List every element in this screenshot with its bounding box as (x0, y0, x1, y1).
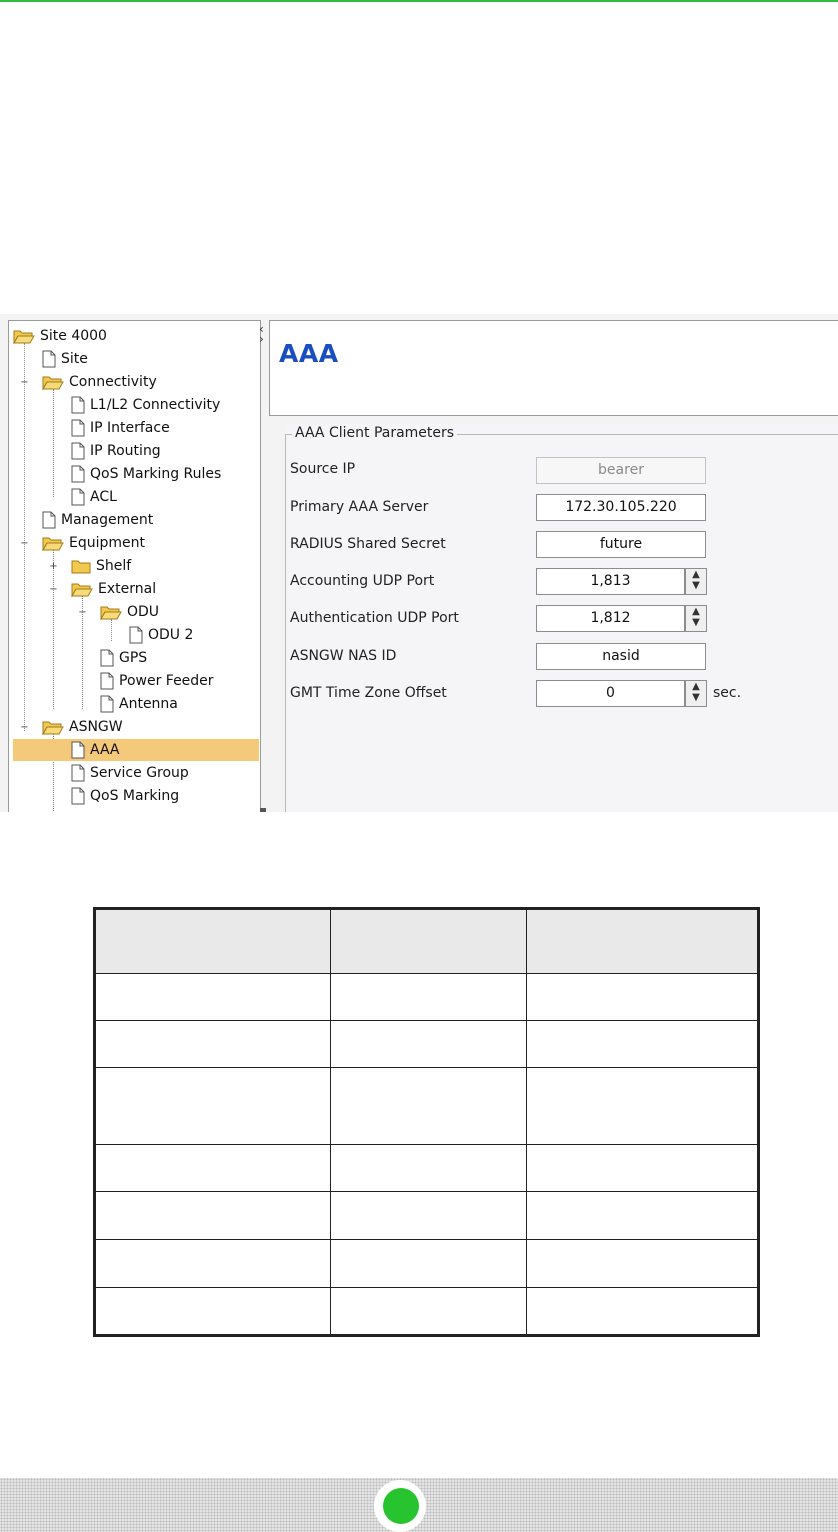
tree-item-aaa[interactable] (13, 739, 259, 761)
tree-item-external[interactable] (71, 578, 156, 600)
page-icon (71, 396, 85, 414)
primary-aaa-server-field[interactable]: 172.30.105.220 (536, 494, 706, 521)
tree-item-acl[interactable] (71, 486, 117, 508)
spin-arrows-icon[interactable]: ▲ ▼ (685, 680, 707, 707)
table-cell (527, 1145, 758, 1192)
tree-connector (53, 549, 54, 709)
page-icon (71, 764, 85, 782)
tree-item-label: ASNGW (69, 719, 123, 735)
tree-item-label: Equipment (69, 535, 145, 551)
collapse-icon[interactable]: − (20, 722, 29, 733)
table-cell (331, 1240, 527, 1288)
table-row (96, 974, 758, 1021)
tree-connector (53, 389, 54, 497)
accounting-udp-port-field[interactable]: 1,813 (536, 568, 685, 595)
parameters-table (93, 907, 760, 1337)
page-icon (100, 649, 114, 667)
page-icon (42, 350, 56, 368)
panel-collapse-icon[interactable]: ‹ › (259, 322, 264, 346)
tree-item-label: QoS Marking Rules (90, 466, 222, 482)
page-icon (71, 787, 85, 805)
tree-item-asngw[interactable] (42, 716, 123, 738)
tree-item-label: L1/L2 Connectivity (90, 397, 221, 413)
tree-item-site-4000[interactable] (13, 325, 107, 347)
top-rule (0, 0, 838, 2)
tree-item-label: IP Interface (90, 420, 170, 436)
table-header-cell (331, 910, 527, 974)
accounting-udp-port-stepper[interactable] (536, 568, 707, 595)
page-icon (42, 511, 56, 529)
tree-item-shelf[interactable] (71, 555, 131, 577)
source-ip-label: Source IP (290, 461, 356, 477)
tree-item-label: External (98, 581, 157, 597)
tree-item-label: Management (61, 512, 154, 528)
table-row (96, 1021, 758, 1068)
page-title: AAA (279, 339, 339, 368)
table-cell (527, 1192, 758, 1240)
page-icon (71, 419, 85, 437)
table-cell (331, 1068, 527, 1145)
tree-item-power-feeder[interactable] (100, 670, 214, 692)
tree-item-management[interactable] (42, 509, 153, 531)
table-cell (331, 974, 527, 1021)
table-cell (96, 1145, 331, 1192)
tree-item-label: Site (61, 351, 88, 367)
radius-shared-secret-field[interactable]: future (536, 531, 706, 558)
page-icon (100, 695, 114, 713)
table-header-row (96, 910, 758, 974)
table-cell (96, 1192, 331, 1240)
tree-item-qos-marking[interactable] (71, 785, 179, 807)
tree-item-site[interactable] (42, 348, 88, 370)
folder-open-icon (13, 328, 35, 344)
tree-item-qos-marking-rules[interactable] (71, 463, 221, 485)
radius-shared-secret-label: RADIUS Shared Secret (290, 536, 446, 552)
tree-item-ip-routing[interactable] (71, 440, 161, 462)
app-screenshot (0, 314, 838, 812)
folder-open-icon (42, 719, 64, 735)
gmt-time-zone-offset-label: GMT Time Zone Offset (290, 685, 447, 701)
table-header-cell (96, 910, 331, 974)
accounting-udp-port-label: Accounting UDP Port (290, 573, 435, 589)
tree-item-connectivity[interactable] (42, 371, 157, 393)
table-cell (331, 1021, 527, 1068)
table-cell (331, 1192, 527, 1240)
navigation-tree[interactable] (8, 320, 261, 812)
gmt-time-zone-offset-stepper[interactable] (536, 680, 707, 707)
gmt-time-zone-offset-field[interactable]: 0 (536, 680, 685, 707)
page-icon (71, 488, 85, 506)
folder-open-icon (71, 581, 93, 597)
table-row (96, 1192, 758, 1240)
table-cell (527, 1068, 758, 1145)
table-row (96, 1288, 758, 1335)
authentication-udp-port-stepper[interactable] (536, 605, 707, 632)
tree-item-l1-l2-connectivity[interactable] (71, 394, 220, 416)
table-cell (96, 974, 331, 1021)
tree-item-label: ODU (127, 604, 160, 620)
tree-item-label: Shelf (96, 558, 132, 574)
folder-open-icon (42, 374, 64, 390)
asngw-nas-id-field[interactable]: nasid (536, 643, 706, 670)
gmt-offset-unit: sec. (713, 685, 742, 701)
tree-item-label: IP Routing (90, 443, 161, 459)
asngw-nas-id-label: ASNGW NAS ID (290, 648, 397, 664)
table-row (96, 1240, 758, 1288)
table-cell (96, 1240, 331, 1288)
page-icon (129, 626, 143, 644)
source-ip-field: bearer (536, 457, 706, 484)
spin-arrows-icon[interactable]: ▲ ▼ (685, 605, 707, 632)
tree-item-gps[interactable] (100, 647, 147, 669)
content-panel (269, 320, 838, 812)
page-header (269, 320, 838, 416)
tree-item-service-group[interactable] (71, 762, 189, 784)
folder-open-icon (42, 535, 64, 551)
authentication-udp-port-label: Authentication UDP Port (290, 610, 459, 626)
tree-item-label: Power Feeder (119, 673, 214, 689)
tree-item-label: QoS Marking (90, 788, 180, 804)
group-title: AAA Client Parameters (292, 425, 457, 441)
tree-item-label: Service Group (90, 765, 189, 781)
table-cell (96, 1021, 331, 1068)
page-icon (71, 442, 85, 460)
folder-open-icon (100, 604, 122, 620)
tree-item-label: Connectivity (69, 374, 157, 390)
tree-item-label: ODU 2 (148, 627, 194, 643)
scrollbar-thumb[interactable] (260, 808, 266, 812)
page-icon (100, 672, 114, 690)
table-cell (331, 1145, 527, 1192)
collapse-icon[interactable]: − (20, 538, 29, 549)
collapse-icon[interactable]: − (20, 377, 29, 388)
tree-item-label: AAA (90, 742, 120, 758)
primary-aaa-server-label: Primary AAA Server (290, 499, 429, 515)
green-dot-icon (383, 1488, 419, 1524)
table-cell (96, 1288, 331, 1335)
tree-connector (24, 343, 25, 731)
table-cell (527, 1288, 758, 1335)
collapse-icon[interactable]: − (78, 607, 87, 618)
tree-item-ip-interface[interactable] (71, 417, 170, 439)
table-cell (331, 1288, 527, 1335)
tree-item-label: ACL (90, 489, 117, 505)
spin-arrows-icon[interactable]: ▲ ▼ (685, 568, 707, 595)
authentication-udp-port-field[interactable]: 1,812 (536, 605, 685, 632)
tree-item-label: Antenna (119, 696, 178, 712)
tree-item-equipment[interactable] (42, 532, 145, 554)
expand-icon[interactable]: + (49, 561, 58, 572)
tree-item-antenna[interactable] (100, 693, 178, 715)
table-cell (96, 1068, 331, 1145)
tree-item-label: GPS (119, 650, 148, 666)
table-cell (527, 974, 758, 1021)
table-cell (527, 1021, 758, 1068)
page-icon (71, 741, 85, 759)
tree-item-label: Site 4000 (40, 328, 107, 344)
table-cell (527, 1240, 758, 1288)
collapse-icon[interactable]: − (49, 584, 58, 595)
page-icon (71, 465, 85, 483)
parameters-area (285, 424, 838, 812)
table-header-cell (527, 910, 758, 974)
tree-item-odu-2[interactable] (129, 624, 193, 646)
folder-closed-icon (71, 558, 91, 574)
tree-item-odu[interactable] (100, 601, 159, 623)
table-row (96, 1145, 758, 1192)
table-row (96, 1068, 758, 1145)
